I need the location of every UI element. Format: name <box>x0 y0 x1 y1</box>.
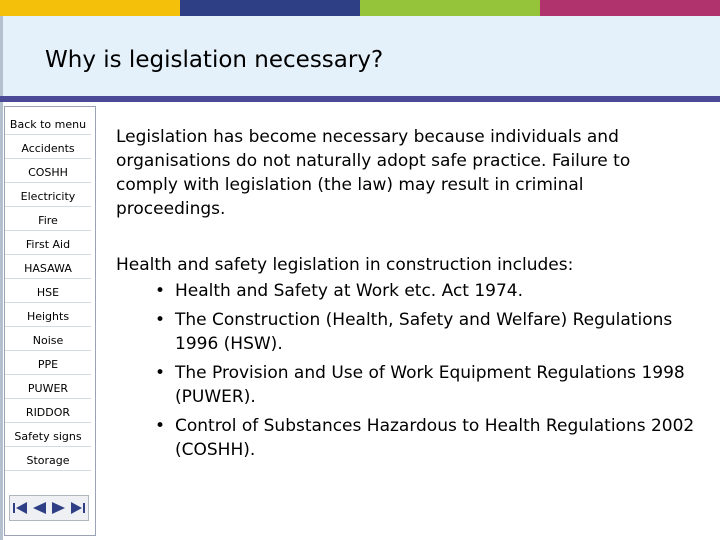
sidebar-menu <box>4 106 96 536</box>
sidebar-item-heights[interactable]: Heights <box>5 307 91 327</box>
sidebar-edge <box>0 102 3 540</box>
sidebar-item-noise[interactable]: Noise <box>5 331 91 351</box>
sidebar-item-riddor[interactable]: RIDDOR <box>5 403 91 423</box>
next-icon <box>51 501 67 515</box>
sidebar-item-puwer[interactable]: PUWER <box>5 379 91 399</box>
list-item: • Control of Substances Hazardous to Health Regulations 2002 (COSHH). <box>175 414 696 462</box>
slide-content <box>116 125 696 467</box>
sidebar-item-hasawa[interactable]: HASAWA <box>5 259 91 279</box>
sidebar-item-hse[interactable]: HSE <box>5 283 91 303</box>
header <box>0 16 720 96</box>
sidebar-item-storage[interactable]: Storage <box>5 451 91 471</box>
sidebar-item-safety-signs[interactable]: Safety signs <box>5 427 91 447</box>
legislation-list <box>116 279 696 462</box>
title-rule <box>0 96 720 102</box>
list-heading: Health and safety legislation in construction includes: <box>116 255 574 275</box>
strip-magenta <box>540 0 720 16</box>
page-title: Why is legislation necessary? <box>45 47 384 73</box>
sidebar-item-ppe[interactable]: PPE <box>5 355 91 375</box>
previous-icon <box>31 501 47 515</box>
first-slide-button[interactable] <box>10 496 30 520</box>
sidebar-item-first-aid[interactable]: First Aid <box>5 235 91 255</box>
strip-yellow <box>0 0 180 16</box>
intro-paragraph: Legislation has become necessary because individuals and organisations do not naturally adopt safe practice. Failure to comply with legislation (the law) may result in criminal proceedings. <box>116 127 631 219</box>
sidebar-item-accidents[interactable]: Accidents <box>5 139 91 159</box>
sidebar-item-back-to-menu[interactable]: Back to menu <box>5 115 91 135</box>
first-icon <box>12 501 28 515</box>
list-item: • Health and Safety at Work etc. Act 1974. <box>175 279 696 303</box>
sidebar-item-coshh[interactable]: COSHH <box>5 163 91 183</box>
previous-slide-button[interactable] <box>30 496 50 520</box>
strip-navy <box>180 0 360 16</box>
last-icon <box>70 501 86 515</box>
slide-nav-controls <box>9 495 89 521</box>
sidebar-item-electricity[interactable]: Electricity <box>5 187 91 207</box>
strip-green <box>360 0 540 16</box>
next-slide-button[interactable] <box>49 496 69 520</box>
sidebar-item-fire[interactable]: Fire <box>5 211 91 231</box>
last-slide-button[interactable] <box>69 496 89 520</box>
list-item: • The Construction (Health, Safety and Welfare) Regulations 1996 (HSW). <box>175 308 696 356</box>
color-strip <box>0 0 720 16</box>
list-item: • The Provision and Use of Work Equipment Regulations 1998 (PUWER). <box>175 361 696 409</box>
